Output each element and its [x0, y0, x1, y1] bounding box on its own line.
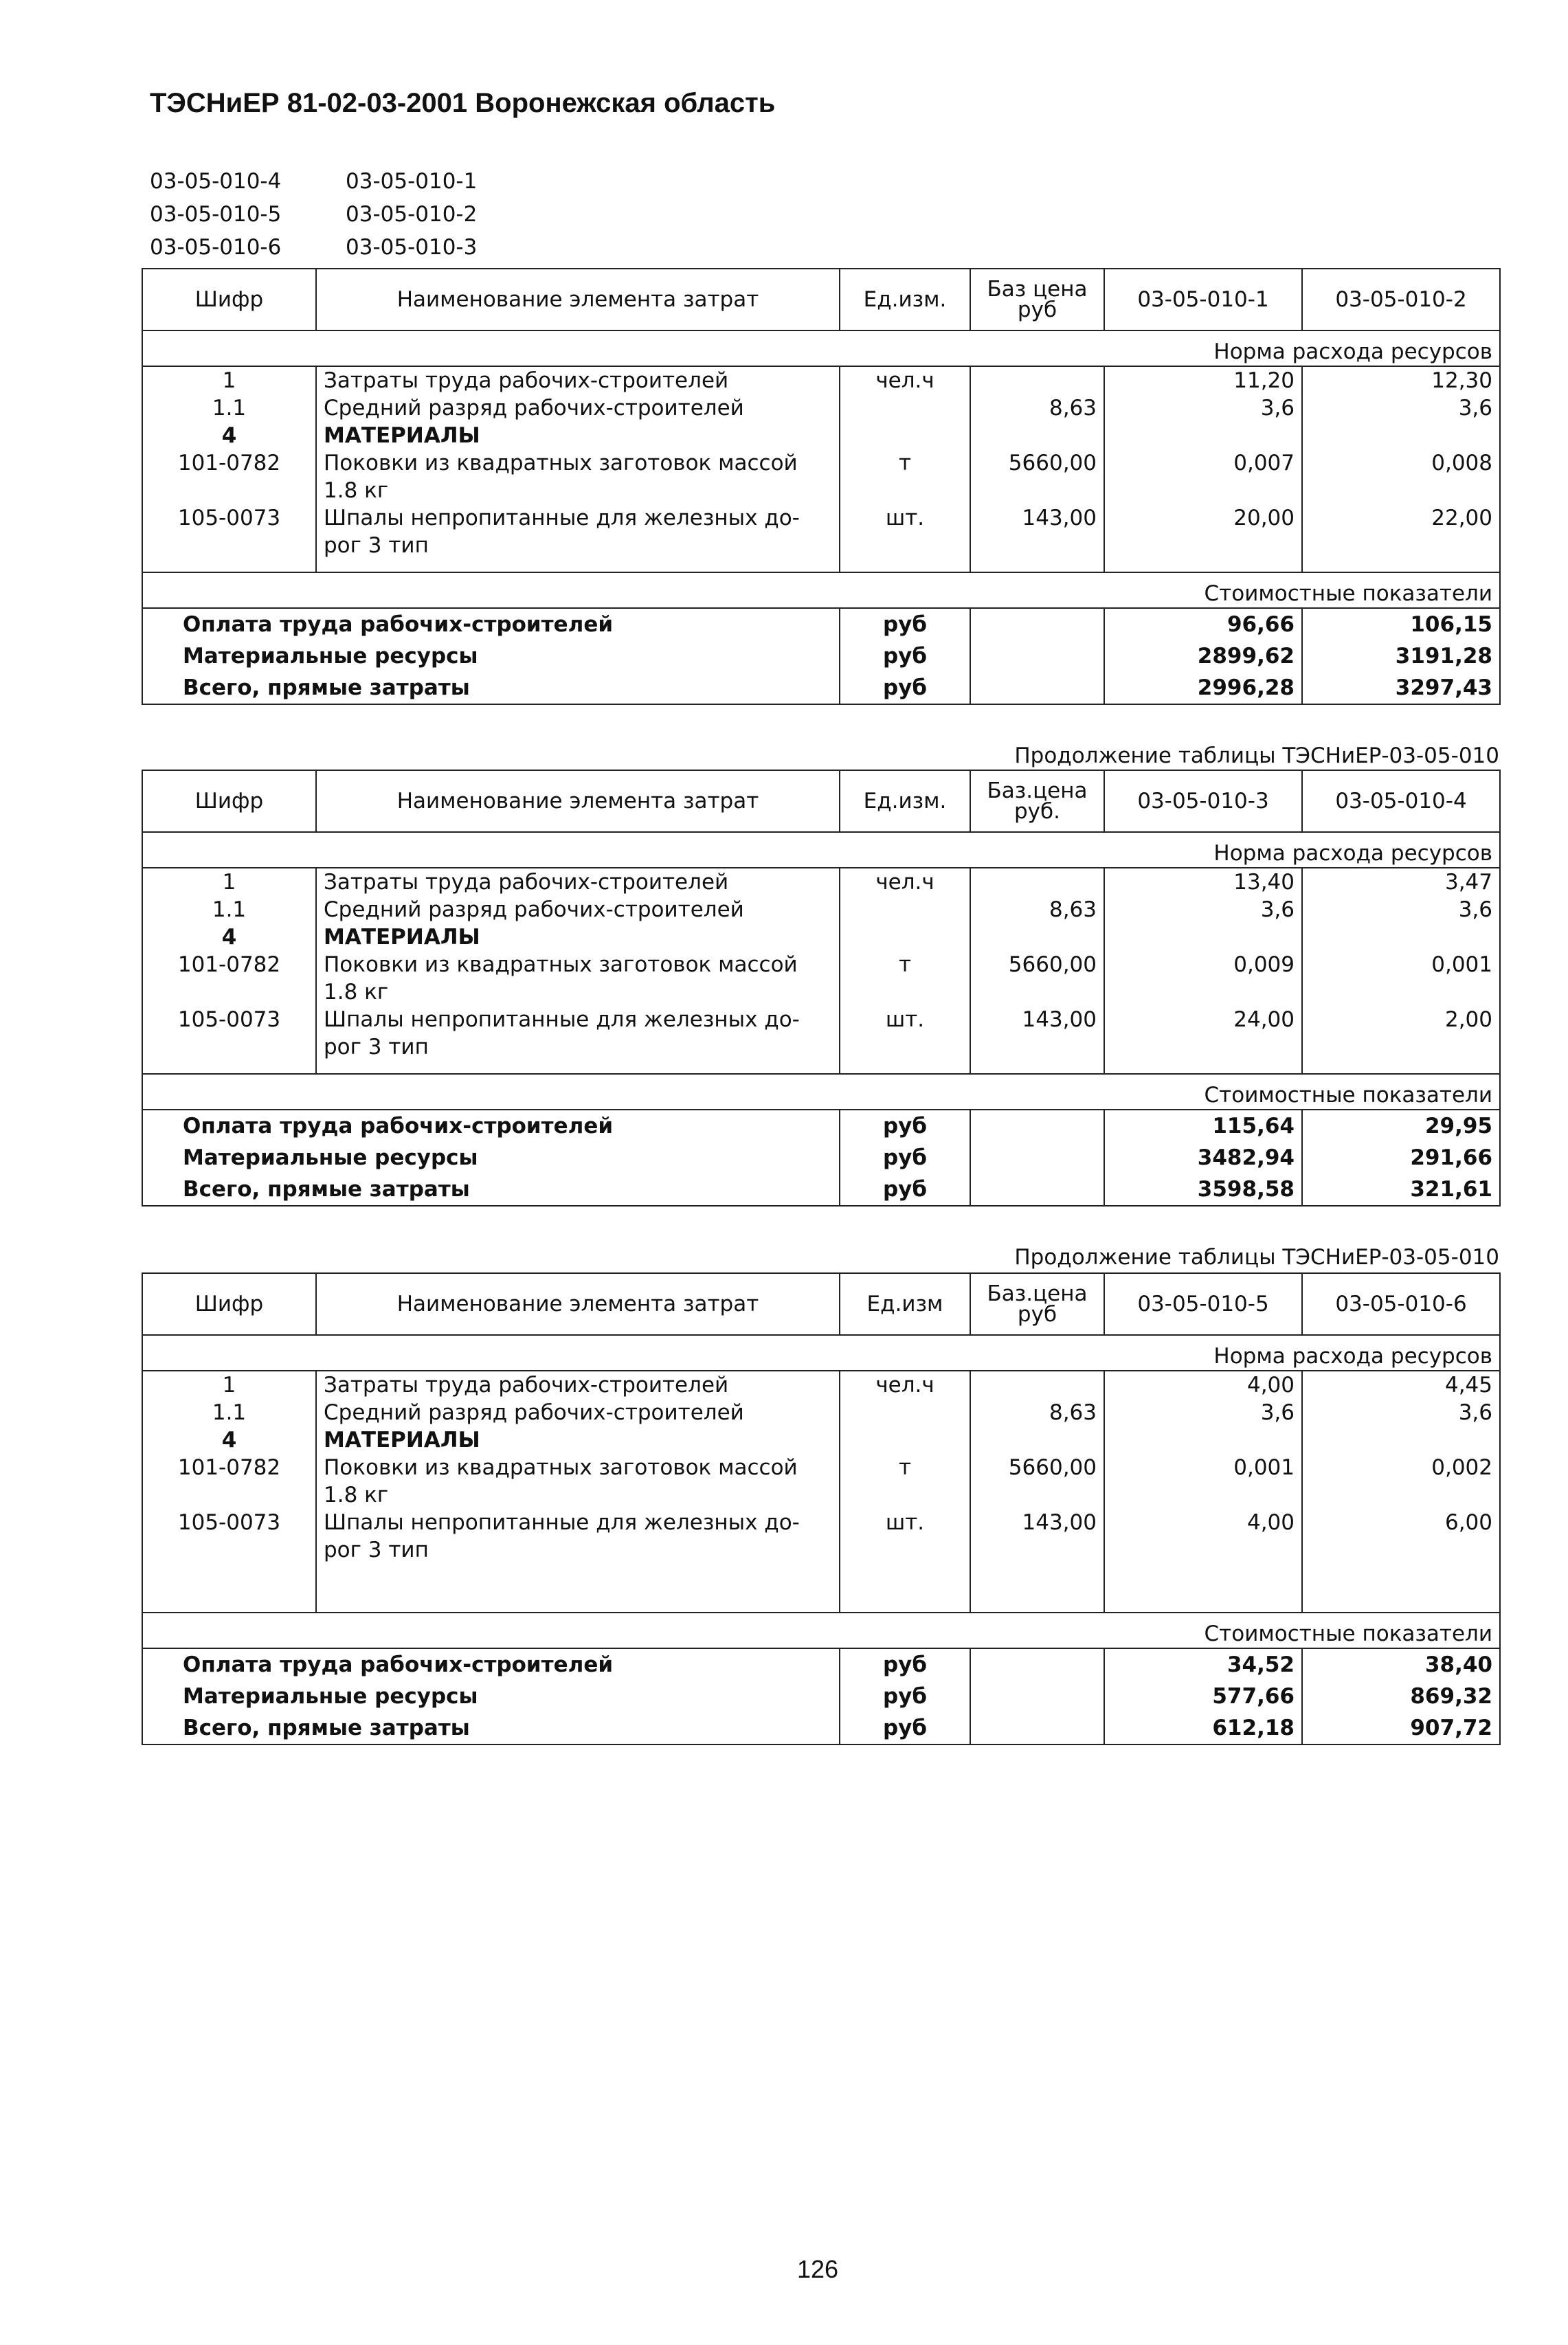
row-value2: 3,6: [1302, 896, 1500, 923]
row-code: 1: [222, 870, 236, 895]
row-name: МАТЕРИАЛЫ: [316, 422, 840, 449]
row-value2: 3,6: [1302, 394, 1500, 422]
summary-label: Материальные ресурсы: [183, 644, 478, 669]
row-unit: т: [840, 951, 970, 1006]
row-price: 5660,00: [970, 1454, 1104, 1509]
row-value2: 0,002: [1302, 1454, 1500, 1509]
table-row: [142, 449, 1500, 504]
row-price: 143,00: [970, 1006, 1104, 1061]
row-code: 105-0073: [177, 1007, 281, 1032]
summary-unit: руб: [840, 1174, 970, 1206]
summary-row: [142, 1712, 1500, 1744]
row-value1: 20,00: [1104, 504, 1302, 559]
summary-value1: 3598,58: [1104, 1174, 1302, 1206]
summary-value1: 577,66: [1104, 1681, 1302, 1712]
row-name: Поковки из квадратных заготовок массой 1.8 кг: [316, 951, 840, 1006]
summary-value1: 34,52: [1104, 1648, 1302, 1681]
header-code: Шифр: [142, 770, 316, 832]
summary-row: [142, 608, 1500, 640]
norm-section-label: Норма расхода ресурсов: [142, 330, 1500, 366]
row-code: 101-0782: [177, 952, 281, 977]
table-row: [142, 1399, 1500, 1426]
code-item: 03-05-010-3: [346, 235, 478, 260]
row-name: Поковки из квадратных заготовок массой 1.8 кг: [316, 449, 840, 504]
table-row: [142, 422, 1500, 449]
header-name: Наименование элемента затрат: [316, 1273, 840, 1335]
header-base-price: Баз.цена руб.: [970, 770, 1104, 832]
row-value2: [1302, 422, 1500, 449]
row-code: 105-0073: [177, 1510, 281, 1535]
row-price: [970, 1371, 1104, 1399]
cost-table-block: [142, 1272, 1499, 1745]
code-item: 03-05-010-6: [150, 235, 282, 260]
row-code: 4: [221, 423, 237, 448]
summary-value2: 907,72: [1302, 1712, 1500, 1744]
summary-unit: руб: [840, 1712, 970, 1744]
row-unit: шт.: [840, 1006, 970, 1061]
row-unit: [840, 896, 970, 923]
row-price: 5660,00: [970, 951, 1104, 1006]
header-unit: Ед.изм.: [840, 269, 970, 330]
cost-table: [142, 770, 1501, 1207]
header-base-price: Баз цена руб: [970, 269, 1104, 330]
summary-row: [142, 1174, 1500, 1206]
row-value2: 0,008: [1302, 449, 1500, 504]
header-unit: Ед.изм: [840, 1273, 970, 1335]
header-col1: 03-05-010-5: [1104, 1273, 1302, 1335]
row-value2: [1302, 923, 1500, 951]
row-unit: [840, 394, 970, 422]
row-unit: [840, 1426, 970, 1454]
table-row: [142, 1006, 1500, 1061]
header-col2: 03-05-010-4: [1302, 770, 1500, 832]
row-value1: 3,6: [1104, 394, 1302, 422]
row-price: 8,63: [970, 394, 1104, 422]
row-code: 4: [221, 925, 237, 950]
header-code: Шифр: [142, 1273, 316, 1335]
row-value1: 13,40: [1104, 868, 1302, 896]
row-value1: 4,00: [1104, 1509, 1302, 1564]
row-code: 1: [222, 1373, 236, 1398]
continuation-label: Продолжение таблицы ТЭСНиЕР-03-05-010: [1014, 743, 1499, 768]
summary-label: Оплата труда рабочих-строителей: [183, 612, 614, 637]
row-value1: 3,6: [1104, 1399, 1302, 1426]
row-price: 8,63: [970, 1399, 1104, 1426]
table-row: [142, 896, 1500, 923]
summary-value1: 3482,94: [1104, 1142, 1302, 1174]
row-unit: [840, 923, 970, 951]
row-value1: 0,007: [1104, 449, 1302, 504]
summary-row: [142, 640, 1500, 672]
row-code: 1.1: [212, 1400, 247, 1425]
summary-value2: 3191,28: [1302, 640, 1500, 672]
row-value2: 3,47: [1302, 868, 1500, 896]
summary-row: [142, 1110, 1500, 1142]
row-unit: чел.ч: [840, 1371, 970, 1399]
summary-value2: 321,61: [1302, 1174, 1500, 1206]
cost-table: [142, 1272, 1501, 1745]
code-item: 03-05-010-4: [150, 169, 282, 194]
row-price: 5660,00: [970, 449, 1104, 504]
summary-unit: руб: [840, 672, 970, 704]
row-code: 101-0782: [177, 451, 281, 475]
header-base-price: Баз.цена руб: [970, 1273, 1104, 1335]
row-name: Поковки из квадратных заготовок массой 1.8 кг: [316, 1454, 840, 1509]
row-name: Шпалы непропитанные для железных до- рог 3 тип: [316, 1509, 840, 1564]
header-col1: 03-05-010-3: [1104, 770, 1302, 832]
summary-value1: 2996,28: [1104, 672, 1302, 704]
summary-unit: руб: [840, 1648, 970, 1681]
row-unit: шт.: [840, 504, 970, 559]
row-code: 1.1: [212, 897, 247, 922]
row-unit: [840, 422, 970, 449]
header-col2: 03-05-010-6: [1302, 1273, 1500, 1335]
header-code: Шифр: [142, 269, 316, 330]
summary-value2: 291,66: [1302, 1142, 1500, 1174]
row-value1: 3,6: [1104, 896, 1302, 923]
summary-value1: 96,66: [1104, 608, 1302, 640]
row-value1: 11,20: [1104, 366, 1302, 394]
table-row: [142, 868, 1500, 896]
row-value1: 4,00: [1104, 1371, 1302, 1399]
row-value1: 0,001: [1104, 1454, 1302, 1509]
row-price: 143,00: [970, 504, 1104, 559]
row-name: Шпалы непропитанные для железных до- рог 3 тип: [316, 1006, 840, 1061]
summary-value2: 106,15: [1302, 608, 1500, 640]
code-list: [150, 165, 477, 264]
header-name: Наименование элемента затрат: [316, 269, 840, 330]
header-name: Наименование элемента затрат: [316, 770, 840, 832]
summary-value2: 38,40: [1302, 1648, 1500, 1681]
header-col1: 03-05-010-1: [1104, 269, 1302, 330]
row-value2: 2,00: [1302, 1006, 1500, 1061]
row-name: Средний разряд рабочих-строителей: [316, 394, 840, 422]
norm-section-label: Норма расхода ресурсов: [142, 832, 1500, 868]
summary-unit: руб: [840, 1142, 970, 1174]
row-unit: шт.: [840, 1509, 970, 1564]
row-unit: т: [840, 449, 970, 504]
cost-section-label: Стоимостные показатели: [142, 1074, 1500, 1110]
cost-table: [142, 268, 1501, 705]
row-name: Затраты труда рабочих-строителей: [316, 366, 840, 394]
summary-unit: руб: [840, 1681, 970, 1712]
table-row: [142, 923, 1500, 951]
row-name: МАТЕРИАЛЫ: [316, 923, 840, 951]
row-value1: [1104, 1426, 1302, 1454]
row-price: 8,63: [970, 896, 1104, 923]
table-row: [142, 1509, 1500, 1564]
summary-label: Всего, прямые затраты: [183, 1177, 470, 1202]
summary-value1: 115,64: [1104, 1110, 1302, 1142]
summary-row: [142, 1681, 1500, 1712]
row-unit: чел.ч: [840, 366, 970, 394]
row-code: 4: [221, 1428, 237, 1452]
summary-value1: 612,18: [1104, 1712, 1302, 1744]
row-value2: [1302, 1426, 1500, 1454]
row-price: [970, 366, 1104, 394]
document-title: ТЭСНиЕР 81-02-03-2001 Воронежская область: [150, 88, 776, 118]
row-price: [970, 868, 1104, 896]
summary-label: Материальные ресурсы: [183, 1145, 478, 1170]
row-value2: 22,00: [1302, 504, 1500, 559]
row-value2: 0,001: [1302, 951, 1500, 1006]
summary-value2: 869,32: [1302, 1681, 1500, 1712]
row-unit: [840, 1399, 970, 1426]
row-unit: т: [840, 1454, 970, 1509]
summary-unit: руб: [840, 1110, 970, 1142]
header-col2: 03-05-010-2: [1302, 269, 1500, 330]
row-name: МАТЕРИАЛЫ: [316, 1426, 840, 1454]
table-row: [142, 951, 1500, 1006]
table-row: [142, 1371, 1500, 1399]
row-value1: [1104, 923, 1302, 951]
norm-section-label: Норма расхода ресурсов: [142, 1335, 1500, 1371]
row-value2: 6,00: [1302, 1509, 1500, 1564]
row-price: [970, 422, 1104, 449]
row-value1: [1104, 422, 1302, 449]
row-code: 101-0782: [177, 1455, 281, 1480]
code-item: 03-05-010-5: [150, 202, 282, 227]
code-item: 03-05-010-1: [346, 169, 478, 194]
row-price: [970, 1426, 1104, 1454]
summary-label: Оплата труда рабочих-строителей: [183, 1114, 614, 1138]
summary-label: Оплата труда рабочих-строителей: [183, 1652, 614, 1677]
summary-row: [142, 1142, 1500, 1174]
row-code: 105-0073: [177, 506, 281, 530]
row-name: Затраты труда рабочих-строителей: [316, 1371, 840, 1399]
table-row: [142, 1426, 1500, 1454]
row-unit: чел.ч: [840, 868, 970, 896]
cost-section-label: Стоимостные показатели: [142, 572, 1500, 608]
summary-label: Всего, прямые затраты: [183, 675, 470, 700]
table-row: [142, 1454, 1500, 1509]
cost-table-block: [142, 268, 1499, 705]
row-name: Затраты труда рабочих-строителей: [316, 868, 840, 896]
page-number: 126: [797, 2255, 839, 2283]
row-value1: 24,00: [1104, 1006, 1302, 1061]
summary-unit: руб: [840, 640, 970, 672]
summary-row: [142, 672, 1500, 704]
summary-value1: 2899,62: [1104, 640, 1302, 672]
row-price: 143,00: [970, 1509, 1104, 1564]
header-unit: Ед.изм.: [840, 770, 970, 832]
row-name: Средний разряд рабочих-строителей: [316, 896, 840, 923]
row-value2: 12,30: [1302, 366, 1500, 394]
summary-label: Материальные ресурсы: [183, 1684, 478, 1709]
summary-value2: 29,95: [1302, 1110, 1500, 1142]
table-row: [142, 394, 1500, 422]
row-value1: 0,009: [1104, 951, 1302, 1006]
summary-row: [142, 1648, 1500, 1681]
row-value2: 4,45: [1302, 1371, 1500, 1399]
row-code: 1: [222, 368, 236, 393]
cost-section-label: Стоимостные показатели: [142, 1613, 1500, 1648]
cost-table-block: [142, 770, 1499, 1207]
row-code: 1.1: [212, 396, 247, 420]
continuation-label: Продолжение таблицы ТЭСНиЕР-03-05-010: [1014, 1245, 1499, 1270]
row-name: Средний разряд рабочих-строителей: [316, 1399, 840, 1426]
summary-label: Всего, прямые затраты: [183, 1716, 470, 1740]
summary-value2: 3297,43: [1302, 672, 1500, 704]
row-price: [970, 923, 1104, 951]
table-row: [142, 366, 1500, 394]
row-value2: 3,6: [1302, 1399, 1500, 1426]
table-row: [142, 504, 1500, 559]
code-item: 03-05-010-2: [346, 202, 478, 227]
summary-unit: руб: [840, 608, 970, 640]
row-name: Шпалы непропитанные для железных до- рог 3 тип: [316, 504, 840, 559]
